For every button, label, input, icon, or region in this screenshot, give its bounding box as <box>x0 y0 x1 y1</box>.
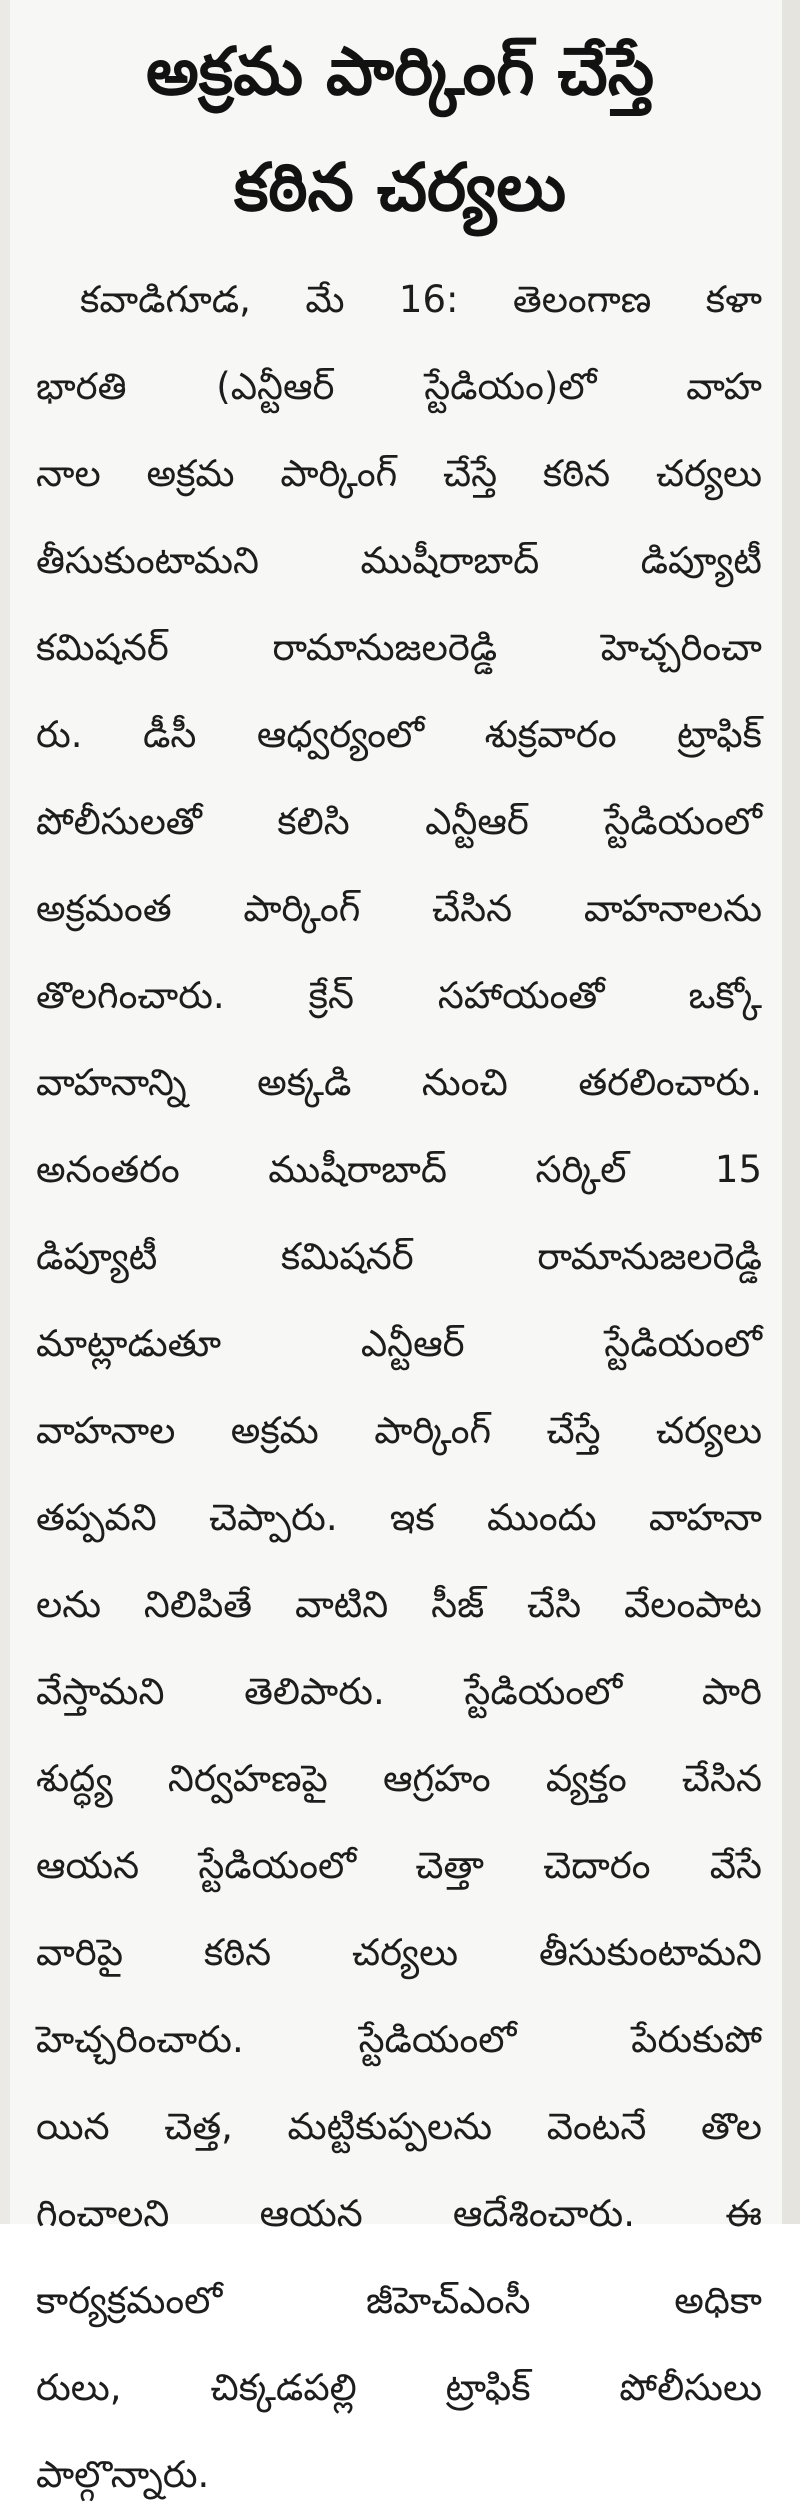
article-body-line: వాహనాల అక్రమ పార్కింగ్ చేస్తే చర్యలు <box>36 1409 762 1452</box>
article-body <box>36 256 762 2518</box>
article-body-line: యిన చెత్త, మట్టికుప్పలను వెంటనే తొల <box>36 2105 762 2148</box>
article-body-line: ఆయన స్టేడియంలో చెత్తా చెదారం వేసే <box>36 1844 762 1887</box>
article-body-line: కమిషనర్ రామానుజలరెడ్డి హెచ్చరించా <box>36 626 762 669</box>
article-body-line: కార్యక్రమంలో జీహెచ్ఎంసీ అధికా <box>36 2279 762 2322</box>
headline-line: అక్రమ పార్కింగ్ చేస్తే <box>145 33 655 110</box>
clipping-left-margin <box>0 0 10 2224</box>
article-body-line: నాల అక్రమ పార్కింగ్ చేస్తే కఠిన చర్యలు <box>36 452 762 495</box>
article-body-line: వాహనాన్ని అక్కడి నుంచి తరలించారు. <box>36 1061 762 1104</box>
article-body-line: తప్పవని చెప్పారు. ఇక ముందు వాహనా <box>36 1496 762 1539</box>
article-body-line: రు. డీసీ ఆధ్వర్యంలో శుక్రవారం ట్రాఫిక్ <box>36 713 762 756</box>
article-body-line: తొలగించారు. క్రేన్ సహాయంతో ఒక్కో <box>36 974 762 1017</box>
clipping-right-margin <box>782 0 800 2224</box>
article-body-line: డిప్యూటీ కమిషనర్ రామానుజలరెడ్డి <box>36 1235 762 1278</box>
article-body-line: కవాడిగూడ, మే 16: తెలంగాణ కళా <box>80 278 762 321</box>
article-body-line: రులు, చిక్కడపల్లి ట్రాఫిక్ పోలీసులు <box>36 2366 762 2409</box>
article-body-line: గించాలని ఆయన ఆదేశించారు. ఈ <box>36 2192 762 2235</box>
article-headline <box>30 14 770 246</box>
article-body-line: మాట్లాడుతూ ఎన్టీఆర్ స్టేడియంలో <box>36 1322 762 1365</box>
article-body-line: పోలీసులతో కలిసి ఎన్టీఆర్ స్టేడియంలో <box>36 800 762 843</box>
article-body-line: అక్రమంత పార్కింగ్ చేసిన వాహనాలను <box>36 887 762 930</box>
article-body-line: శుద్ధ్య నిర్వహణపై ఆగ్రహం వ్యక్తం చేసిన <box>36 1757 762 1800</box>
headline-line: కఠిన చర్యలు <box>233 149 567 226</box>
article-body-line: లను నిలిపితే వాటిని సీజ్ చేసి వేలంపాట <box>36 1583 762 1626</box>
article-body-line: హెచ్చరించారు. స్టేడియంలో పేరుకుపో <box>36 2018 762 2061</box>
article-body-line: భారతి (ఎన్టీఆర్ స్టేడియం)లో వాహ <box>36 365 762 408</box>
article-body-line: తీసుకుంటామని ముషీరాబాద్ డిప్యూటీ <box>36 539 762 582</box>
article-body-line: పాల్గొన్నారు. <box>36 2453 210 2496</box>
article-body-line: వేస్తామని తెలిపారు. స్టేడియంలో పారి <box>36 1670 762 1713</box>
article-body-line: అనంతరం ముషీరాబాద్ సర్కిల్ 15 <box>36 1148 762 1191</box>
article-body-line: వారిపై కఠిన చర్యలు తీసుకుంటామని <box>36 1931 762 1974</box>
